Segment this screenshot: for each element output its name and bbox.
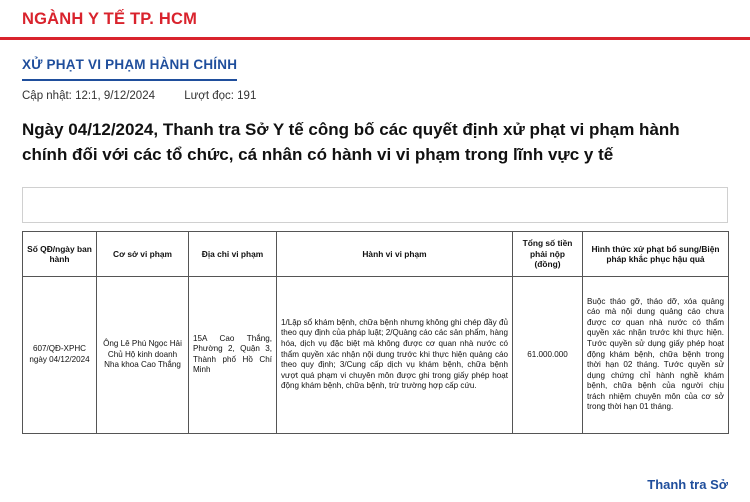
column-header-violation: Hành vi vi phạm: [277, 232, 513, 277]
decision-table: [22, 231, 729, 434]
article-signature: Thanh tra Sở: [647, 477, 728, 492]
updated-timestamp: Cập nhật: 12:1, 9/12/2024: [22, 90, 155, 102]
site-header: [0, 0, 750, 40]
view-count: Lượt đọc: 191: [184, 90, 257, 102]
column-header-remedial-measures: Hình thức xử phạt bổ sung/Biện pháp khắc phục hậu quả: [583, 232, 729, 277]
cell-decision-number: 607/QĐ-XPHC ngày 04/12/2024: [23, 276, 97, 433]
section-title[interactable]: XỬ PHẠT VI PHẠM HÀNH CHÍNH: [22, 57, 237, 81]
column-header-address: Địa chỉ vi phạm: [189, 232, 277, 277]
section-header: [0, 40, 750, 81]
article-meta: [0, 81, 750, 102]
cell-facility: Ông Lê Phú Ngọc Hải Chủ Hộ kinh doanh Nha khoa Cao Thắng: [97, 276, 189, 433]
page-title: Ngày 04/12/2024, Thanh tra Sở Y tế công bố các quyết định xử phạt vi phạm hành chính đối với các tổ chức, cá nhân có hành vi vi phạm trong lĩnh vực y tế: [22, 120, 680, 164]
decision-table-wrapper: [22, 231, 728, 434]
column-header-total-fine: Tổng số tiền phải nộp (đồng): [513, 232, 583, 277]
table-row: [23, 276, 729, 433]
content-placeholder-box: [22, 187, 728, 223]
cell-violation: 1/Lập sổ khám bệnh, chữa bệnh nhưng không ghi chép đầy đủ theo quy định của pháp luật; 2/Quảng cáo các sản phẩm, hàng hóa, dịch vụ đặc biệt mà không được cơ quan nhà nước có thẩm quyền xác nhận nội dung trước khi thực hiện quảng cáo theo quy định; 3/Cung cấp dịch vụ khám bệnh, chữa bệnh vượt quá phạm vi chuyên môn được ghi trong giấy phép hoạt động khám bệnh, chữa bệnh, trừ trường hợp cấp cứu.: [277, 276, 513, 433]
site-title: NGÀNH Y TẾ TP. HCM: [22, 10, 198, 28]
table-header-row: [23, 232, 729, 277]
cell-remedial-measures: Buộc tháo gỡ, tháo dỡ, xóa quảng cáo mà nội dung quảng cáo chưa được cơ quan nhà nước có thẩm quyền xác nhận trước khi thực hiện. Tước quyền sử dụng giấy phép hoạt động khám bệnh, chữa bệnh trong thời hạn 02 tháng. Tước quyền sử dụng chứng chỉ hành nghề khám bệnh, chữa bệnh của người chịu trách nhiệm chuyên môn của cơ sở trong thời hạn 01 tháng.: [583, 276, 729, 433]
cell-total-fine: 61.000.000: [513, 276, 583, 433]
cell-address: 15A Cao Thắng, Phường 2, Quận 3, Thành phố Hồ Chí Minh: [189, 276, 277, 433]
column-header-facility: Cơ sở vi phạm: [97, 232, 189, 277]
column-header-decision-number: Số QĐ/ngày ban hành: [23, 232, 97, 277]
